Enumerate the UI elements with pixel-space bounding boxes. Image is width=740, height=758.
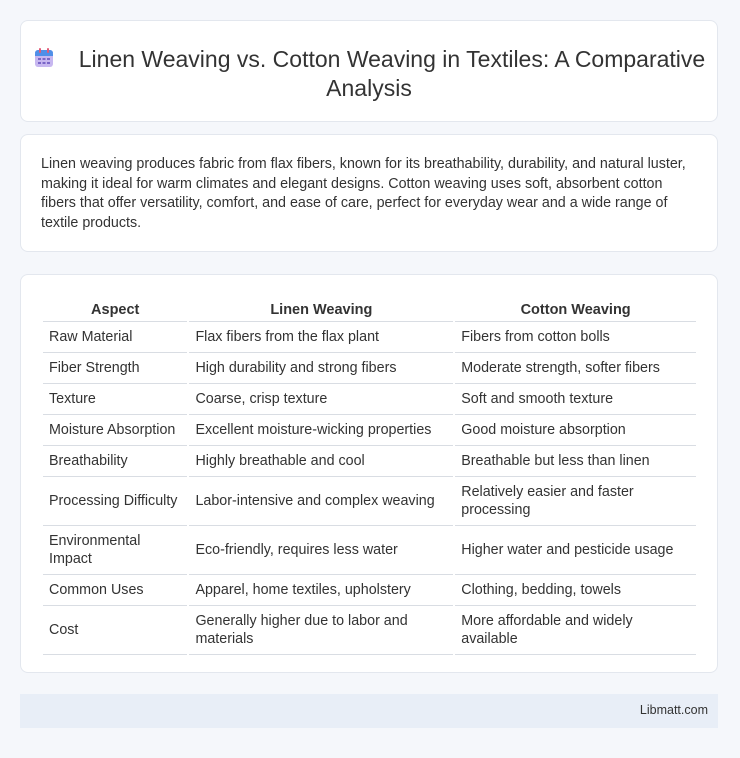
cell-aspect: Moisture Absorption [43, 415, 187, 446]
cell-cotton: Good moisture absorption [455, 415, 696, 446]
cell-linen: Generally higher due to labor and materials [189, 606, 453, 655]
cell-linen: Eco-friendly, requires less water [189, 526, 453, 575]
cell-linen: Coarse, crisp texture [189, 384, 453, 415]
table-header-row [43, 295, 696, 322]
cell-cotton: Higher water and pesticide usage [455, 526, 696, 575]
footer-site-link[interactable]: Libmatt.com [639, 703, 708, 717]
cell-linen: Labor-intensive and complex weaving [189, 477, 453, 526]
cell-linen: High durability and strong fibers [189, 353, 453, 384]
cell-linen: Highly breathable and cool [189, 446, 453, 477]
cell-cotton: More affordable and widely available [455, 606, 696, 655]
cell-aspect: Texture [43, 384, 187, 415]
cell-aspect: Fiber Strength [43, 353, 187, 384]
table-card [20, 274, 718, 673]
table-row [43, 575, 696, 606]
header-cotton: Cotton Weaving [455, 295, 696, 322]
table-row [43, 526, 696, 575]
cell-aspect: Breathability [43, 446, 187, 477]
table-row [43, 353, 696, 384]
title-wrap [21, 45, 717, 103]
cell-linen: Flax fibers from the flax plant [189, 322, 453, 353]
intro-card [20, 134, 718, 252]
cell-aspect: Environmental Impact [43, 526, 187, 575]
cell-aspect: Raw Material [43, 322, 187, 353]
comparison-table [41, 295, 698, 655]
cell-cotton: Breathable but less than linen [455, 446, 696, 477]
cell-cotton: Clothing, bedding, towels [455, 575, 696, 606]
table-row [43, 446, 696, 477]
page-title [21, 45, 717, 103]
table-row [43, 477, 696, 526]
intro-text: Linen weaving produces fabric from flax fibers, known for its breathability, durability, and natural luster, making it ideal for warm climates and elegant designs. Cotton weaving uses soft, absorbent cotton fibers that offer versatility, comfort, and ease of care, perfect for everyday wear and a wide range of textile products. [41, 156, 686, 231]
table-row [43, 606, 696, 655]
footer [20, 694, 718, 728]
table-row [43, 384, 696, 415]
cell-cotton: Soft and smooth texture [455, 384, 696, 415]
cell-cotton: Relatively easier and faster processing [455, 477, 696, 526]
cell-aspect: Processing Difficulty [43, 477, 187, 526]
cell-linen: Excellent moisture-wicking properties [189, 415, 453, 446]
page-title-text: Linen Weaving vs. Cotton Weaving in Textiles: A Comparative Analysis [78, 46, 706, 101]
header-linen: Linen Weaving [189, 295, 453, 322]
cell-aspect: Cost [43, 606, 187, 655]
header-aspect: Aspect [43, 295, 187, 322]
title-card [20, 20, 718, 122]
table-row [43, 415, 696, 446]
cell-cotton: Fibers from cotton bolls [455, 322, 696, 353]
cell-linen: Apparel, home textiles, upholstery [189, 575, 453, 606]
table-row [43, 322, 696, 353]
cell-aspect: Common Uses [43, 575, 187, 606]
calendar-icon [33, 47, 55, 69]
cell-cotton: Moderate strength, softer fibers [455, 353, 696, 384]
